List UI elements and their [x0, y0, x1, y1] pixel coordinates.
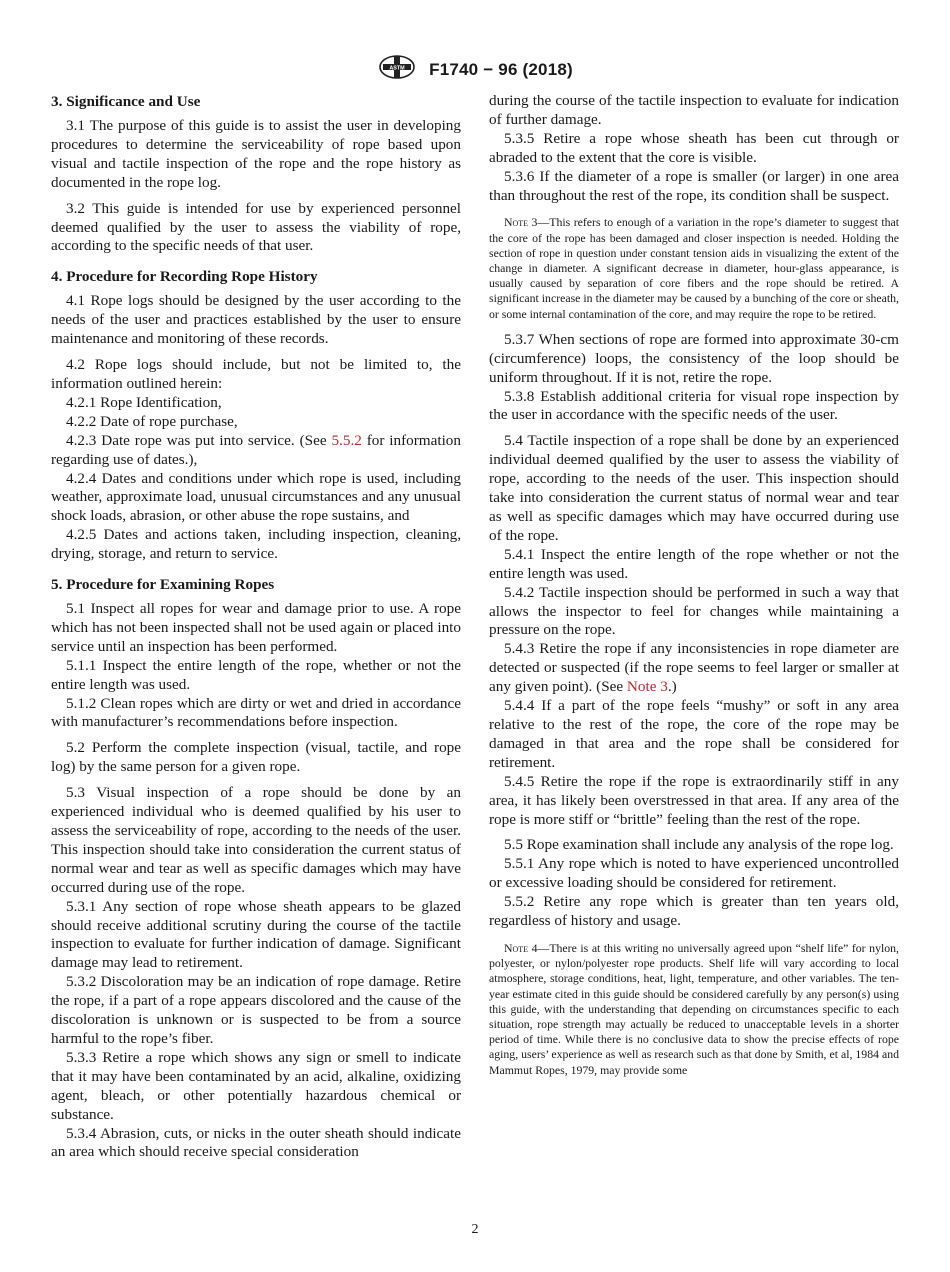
page-number: 2 [471, 1222, 479, 1237]
astm-logo-icon [377, 54, 417, 85]
paragraph: 4.2.4 Dates and conditions under which rope is used, including weather, approximate load, unusual circumstances and any unusual shock loads, abrasion, or other abuse the rope sustains, and [51, 469, 461, 525]
paragraph [489, 640, 899, 697]
paragraph: 5.3.6 If the diameter of a rope is smaller (or larger) in one area than throughout the rest of the rope, its condition shall be suspect. [489, 167, 899, 204]
paragraph: 4.2.2 Date of rope purchase, [66, 412, 238, 430]
paragraph: 5.3.5 Retire a rope whose sheath has been cut through or abraded to the extent that the core is visible. [489, 129, 899, 166]
text-run: for information regarding use of dates.), [51, 431, 461, 468]
paragraph: 5.4.1 Inspect the entire length of the rope whether or not the entire length was used. [489, 545, 899, 582]
paragraph: 3.1 The purpose of this guide is to assist the user in developing procedures to determine the serviceability of rope based upon visual and tactile inspection of the rope and the rope history as documented in the rope log. [51, 117, 461, 191]
note-label: Note 3 [504, 215, 538, 230]
paragraph: 5.1.2 Clean ropes which are dirty or wet and dried in accordance with manufacturer’s recommendations before inspection. [51, 694, 461, 731]
text-run: 5.4.3 Retire the rope if any inconsistencies in rope diameter are detected or suspected (if the rope seems to feel larger or smaller at any given point). (See [489, 640, 899, 696]
page-header [0, 54, 950, 85]
section-heading: 4. Procedure for Recording Rope History [51, 268, 318, 286]
note-text: —There is at this writing no universally agreed upon “shelf life” for nylon, polyester, or nylon/polyester rope products. Shelf life will vary according to local atmosphere, storage conditions, heat, light, temperature, and other variables. The ten-year estimate cited in this guide should be considered carefully by any person(s) using this guide, with the understanding that depending on circumstances specific to each situation, rope strength may actually be reduced to unacceptable levels in a shorter period of time. While there is no conclusive data to show the precise effects of rope aging, users’ experience as well as research such as that done by Smith, et al, 1984 and Mammut Ropes, 1979, may provide some [489, 940, 899, 1077]
paragraph: 3.2 This guide is intended for use by experienced personnel deemed qualified by the user to assess the viability of rope, according to the specific needs of that user. [51, 199, 461, 255]
paragraph: 5.4 Tactile inspection of a rope shall be done by an experienced individual deemed qualified by the user to assess the viability of rope, according to the needs of the user. This inspection should take into consideration the current status of normal wear and tear as well as specific damages which may have occurred during use of the rope. [489, 432, 899, 544]
paragraph: 5.5.2 Retire any rope which is greater than ten years old, regardless of history and usage. [489, 893, 899, 930]
paragraph: during the course of the tactile inspection to evaluate for indication of further damage. [489, 92, 899, 128]
paragraph: 4.2.5 Dates and actions taken, including inspection, cleaning, drying, storage, and return to service. [51, 526, 461, 563]
text-run: 4.2.3 Date rope was put into service. (See [66, 431, 332, 449]
paragraph: 4.2 Rope logs should include, but not be limited to, the information outlined herein: [51, 356, 461, 392]
paragraph: 4.2.1 Rope Identification, [66, 393, 222, 411]
note-3 [489, 215, 899, 321]
note-text: —This refers to enough of a variation in the rope’s diameter to suggest that the core of the rope has been damaged and closer inspection is needed. Holding the section of rope in question under constant tension aids in visualizing the extent of the change in diameter. A significant decrease in diameter, hour-glass appearance, is usually caused by separation of core fibers and the rope should be retired. A significant increase in the diameter may be caused by a bunching of the core or sheath, or some internal contamination of the core, and may require the rope to be retired. [489, 215, 900, 321]
right-column [489, 92, 899, 1087]
paragraph: 5.5 Rope examination shall include any analysis of the rope log. [504, 836, 894, 854]
paragraph: 5.2 Perform the complete inspection (visual, tactile, and rope log) by the same person for a given rope. [51, 739, 461, 776]
paragraph: 5.3.3 Retire a rope which shows any sign or smell to indicate that it may have been contaminated by an acid, alkaline, oxidizing agent, bleach, or other potentially hazardous chemical or substance. [51, 1048, 461, 1123]
section-heading: 3. Significance and Use [51, 93, 201, 110]
note-label: Note 4 [504, 940, 538, 955]
cross-reference-link[interactable]: Note 3 [626, 678, 668, 696]
paragraph: 5.1 Inspect all ropes for wear and damage prior to use. A rope which has not been inspected shall not be used again or placed into service until an inspection has been performed. [51, 600, 461, 655]
paragraph: 5.3.1 Any section of rope whose sheath appears to be glazed should receive additional scrutiny during the course of the tactile inspection to evaluate for further indication of damage. Significant damage may lead to retirement. [51, 897, 461, 972]
paragraph [51, 432, 461, 470]
paragraph: 5.3.2 Discoloration may be an indication of rope damage. Retire the rope, if a part of a rope appears discolored and the cause of the discoloration is unknown or is suspected to be from a source harmful to the rope’s fiber. [51, 973, 461, 1047]
paragraph: 5.4.5 Retire the rope if the rope is extraordinarily stiff in any area, it has likely been overstressed in that area. If any area of the rope is more stiff or “brittle” feeling than the rest of the rope. [489, 772, 899, 828]
paragraph: 5.4.4 If a part of the rope feels “mushy” or soft in any area relative to the rest of the rope, the core of the rope may be damaged in that area and the rope shall be considered for retirement. [489, 697, 899, 771]
cross-reference-link[interactable]: 5.5.2 [331, 431, 362, 449]
paragraph: 5.5.1 Any rope which is noted to have experienced uncontrolled or excessive loading should be considered for retirement. [489, 855, 899, 892]
paragraph: 5.3.8 Establish additional criteria for visual rope inspection by the user in accordance with the specific needs of the user. [489, 387, 899, 424]
svg-text:ASTM: ASTM [389, 65, 405, 72]
paragraph: 5.3.7 When sections of rope are formed into approximate 30-cm (circumference) loops, the consistency of the loop should be uniform throughout. If it is not, retire the rope. [489, 330, 899, 386]
paragraph: 4.1 Rope logs should be designed by the user according to the needs of the user and practices established by the user to ensure maintenance and monitoring of these records. [51, 292, 461, 348]
left-column [51, 92, 461, 1162]
paragraph: 5.1.1 Inspect the entire length of the rope, whether or not the entire length was used. [51, 656, 461, 693]
paragraph: 5.3.4 Abrasion, cuts, or nicks in the outer sheath should indicate an area which should receive special consideration [51, 1124, 461, 1161]
paragraph: 5.4.2 Tactile inspection should be performed in such a way that allows the inspector to feel for changes while maintaining a pressure on the rope. [489, 583, 899, 639]
note-4 [489, 941, 899, 1078]
section-heading: 5. Procedure for Examining Ropes [51, 576, 275, 594]
standard-designation: F1740 − 96 (2018) [429, 59, 573, 79]
paragraph: 5.3 Visual inspection of a rope should be done by an experienced individual who is deemed qualified by his user to assess the serviceability of rope, according to the needs of the user. This inspection should take into consideration the current status of normal wear and tear as well as specific damages which may have occurred during use of the rope. [51, 784, 461, 896]
text-run: .) [667, 678, 677, 696]
